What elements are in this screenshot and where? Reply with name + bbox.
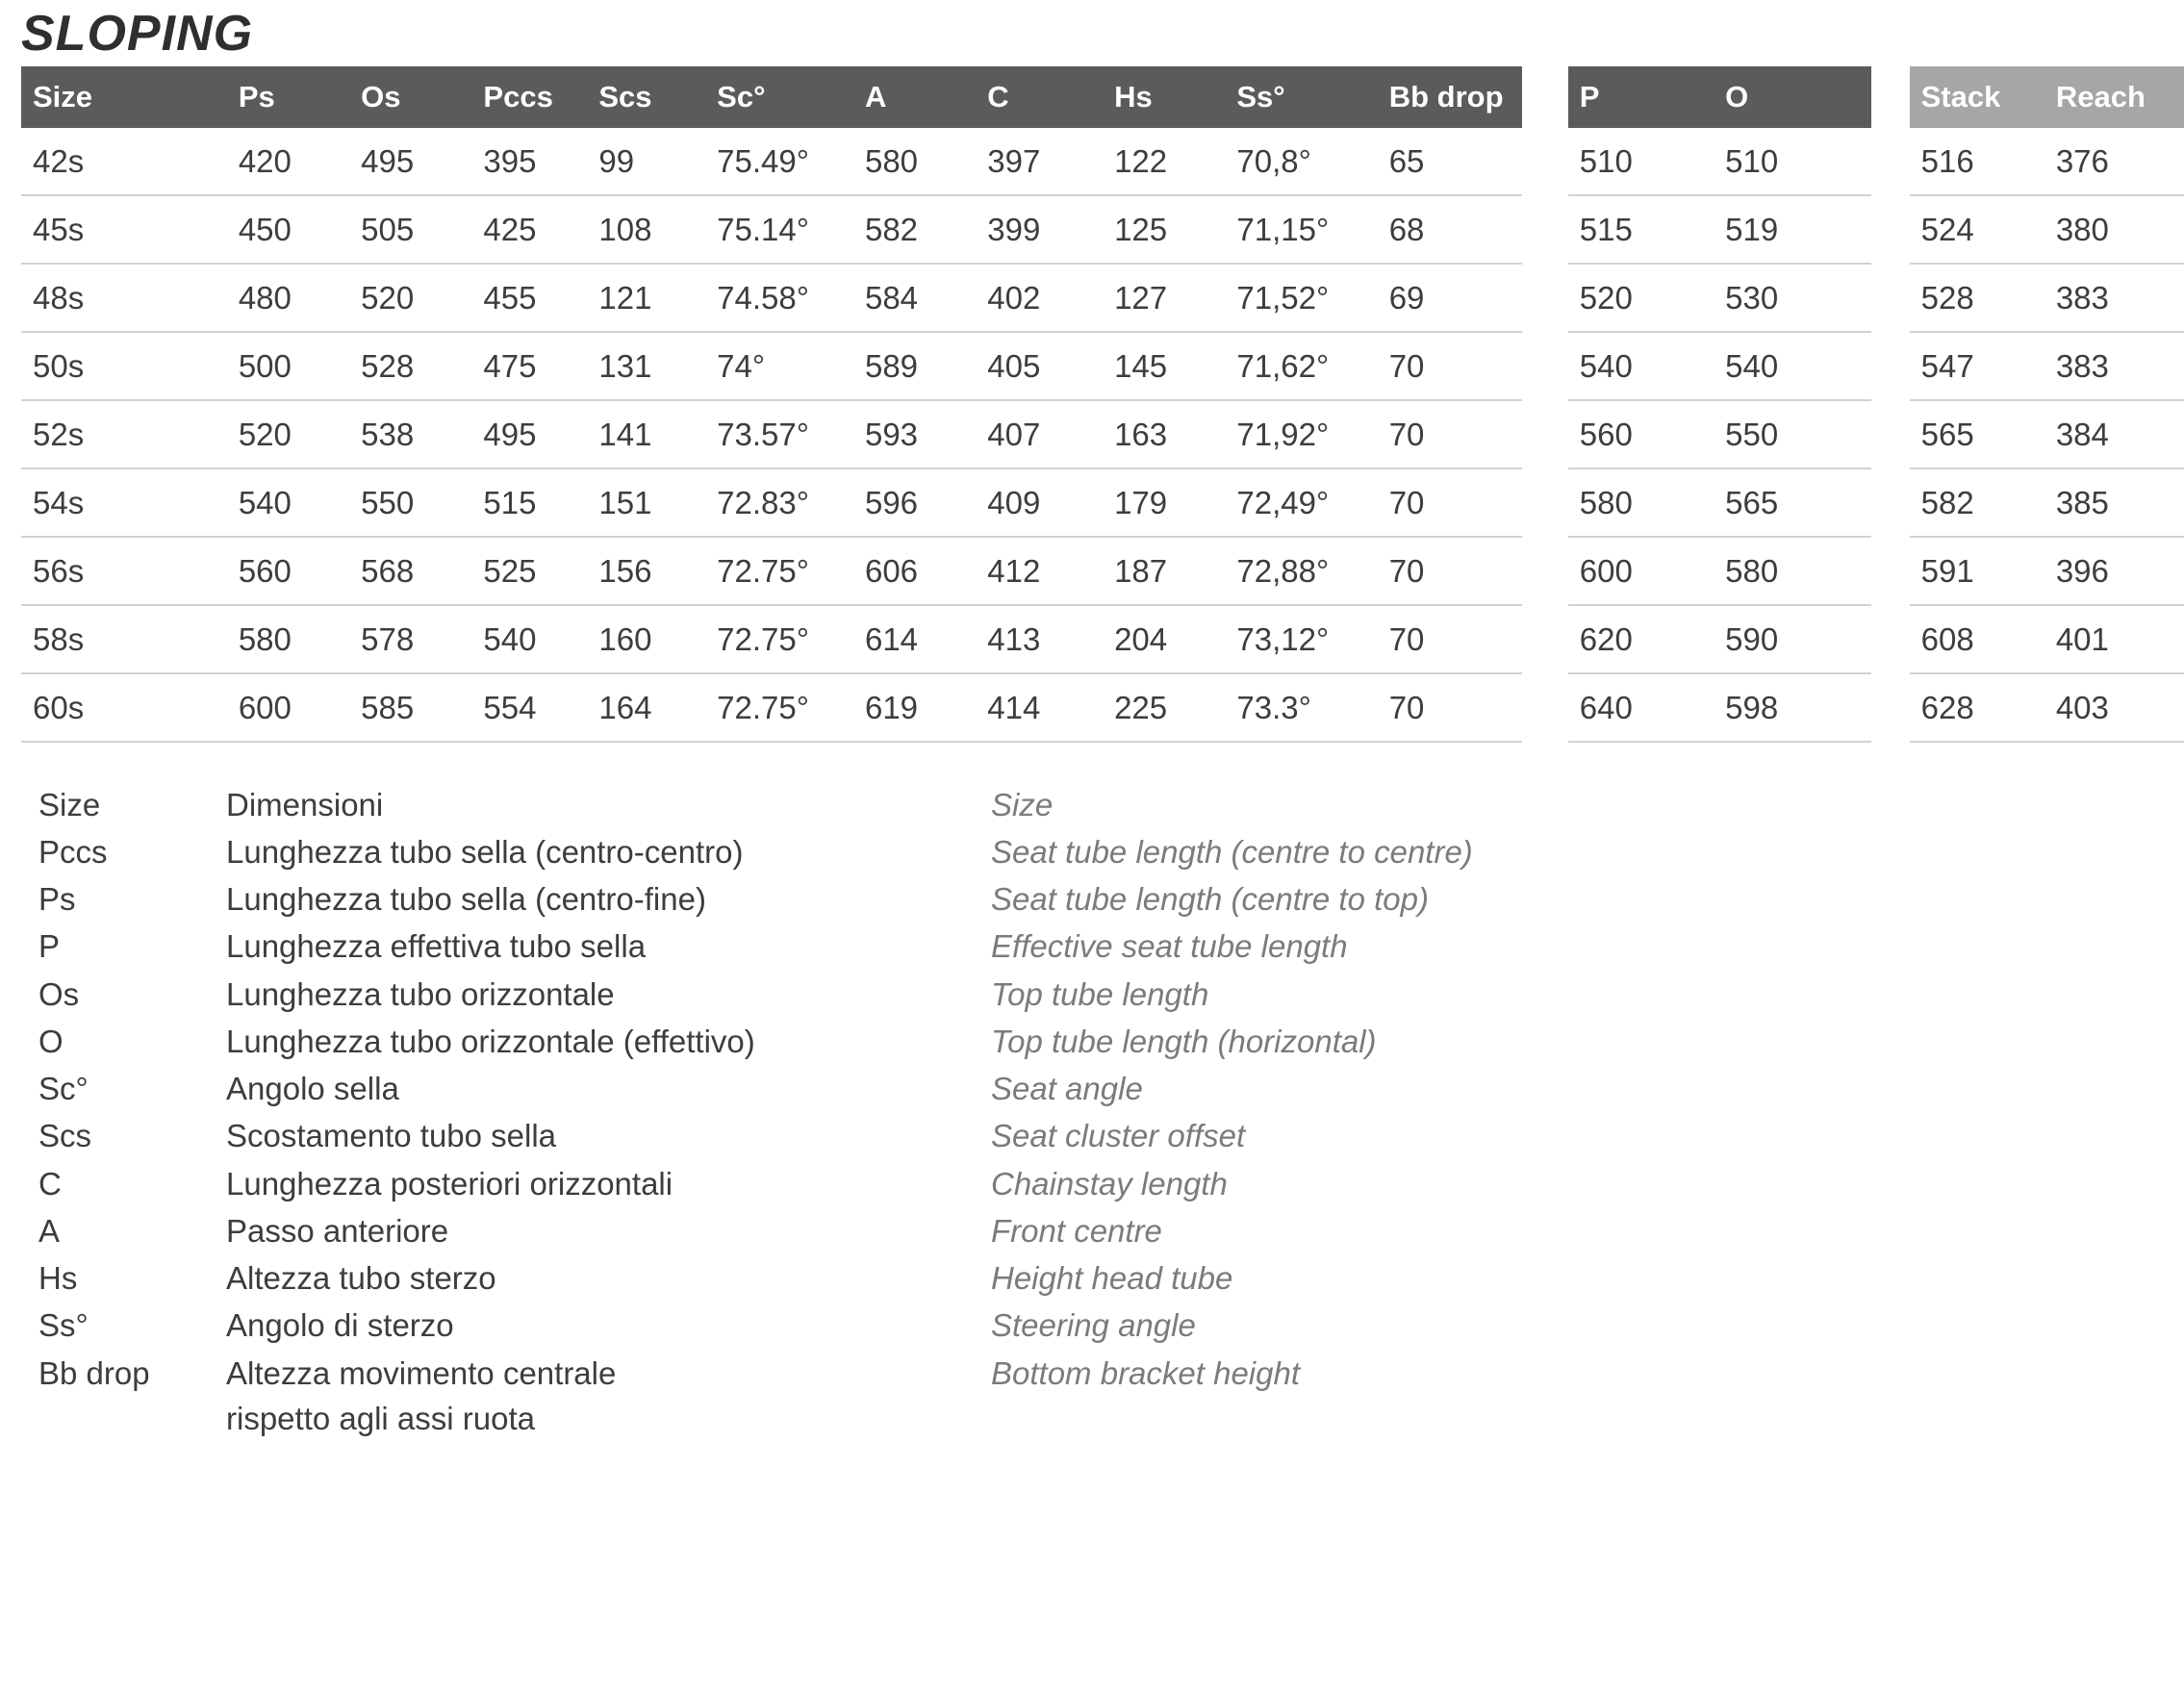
cell-o: 565 bbox=[1725, 468, 1870, 537]
cell-stack: 582 bbox=[1910, 468, 2056, 537]
cell-a: 596 bbox=[865, 468, 987, 537]
effective-dimensions-table bbox=[1568, 66, 1871, 743]
cell-o: 540 bbox=[1725, 332, 1870, 400]
cell-stack: 565 bbox=[1910, 400, 2056, 468]
legend-abbr: Ps bbox=[38, 881, 76, 918]
table-row bbox=[1568, 332, 1871, 400]
cell-o: 580 bbox=[1725, 537, 1870, 605]
cell-os: 585 bbox=[361, 673, 483, 742]
legend-label-it: Lunghezza tubo sella (centro-centro) bbox=[226, 833, 744, 870]
cell-ss-deg: 70,8° bbox=[1236, 128, 1388, 195]
legend-abbr: Size bbox=[38, 786, 101, 822]
cell-p: 600 bbox=[1568, 537, 1725, 605]
legend-label-it: Altezza tubo sterzo bbox=[226, 1260, 496, 1297]
legend-abbr: P bbox=[38, 928, 61, 965]
column-header-sc-deg: Sc° bbox=[717, 66, 865, 128]
cell-pccs: 395 bbox=[483, 128, 598, 195]
column-header-bb-drop: Bb drop bbox=[1389, 66, 1522, 128]
table-row bbox=[1568, 537, 1871, 605]
cell-o: 519 bbox=[1725, 195, 1870, 264]
legend-item bbox=[38, 781, 991, 828]
cell-ps: 520 bbox=[239, 400, 361, 468]
legend-abbr: Bb drop bbox=[38, 1354, 150, 1391]
cell-stack: 516 bbox=[1910, 128, 2056, 195]
column-header-scs: Scs bbox=[598, 66, 717, 128]
table-row bbox=[1568, 673, 1871, 742]
table-row bbox=[1568, 264, 1871, 332]
cell-bb-drop: 70 bbox=[1389, 537, 1522, 605]
cell-sc-deg: 72.75° bbox=[717, 673, 865, 742]
cell-hs: 204 bbox=[1114, 605, 1236, 673]
cell-size: 58s bbox=[21, 605, 239, 673]
table-row bbox=[1568, 195, 1871, 264]
legend-label-en: Top tube length bbox=[991, 975, 1209, 1012]
cell-ss-deg: 72,49° bbox=[1236, 468, 1388, 537]
cell-c: 407 bbox=[987, 400, 1114, 468]
legend-item bbox=[38, 875, 991, 923]
legend-label-it: Lunghezza tubo orizzontale bbox=[226, 975, 615, 1012]
legend-label-en: Effective seat tube length bbox=[991, 928, 1348, 965]
cell-c: 412 bbox=[987, 537, 1114, 605]
cell-size: 54s bbox=[21, 468, 239, 537]
table-row bbox=[1910, 468, 2184, 537]
table-row bbox=[1910, 537, 2184, 605]
cell-pccs: 475 bbox=[483, 332, 598, 400]
cell-stack: 547 bbox=[1910, 332, 2056, 400]
legend-abbr: Scs bbox=[38, 1118, 92, 1154]
cell-reach: 380 bbox=[2056, 195, 2184, 264]
legend-label-it: Altezza movimento centrale bbox=[226, 1354, 617, 1391]
cell-hs: 163 bbox=[1114, 400, 1236, 468]
cell-stack: 608 bbox=[1910, 605, 2056, 673]
legend-abbr: A bbox=[38, 1212, 61, 1249]
cell-sc-deg: 75.14° bbox=[717, 195, 865, 264]
cell-c: 397 bbox=[987, 128, 1114, 195]
cell-reach: 401 bbox=[2056, 605, 2184, 673]
cell-sc-deg: 72.83° bbox=[717, 468, 865, 537]
cell-size: 48s bbox=[21, 264, 239, 332]
cell-o: 550 bbox=[1725, 400, 1870, 468]
legend-label-en: Size bbox=[991, 786, 1054, 822]
geometry-tables bbox=[0, 66, 2184, 743]
cell-a: 614 bbox=[865, 605, 987, 673]
cell-a: 589 bbox=[865, 332, 987, 400]
cell-size: 60s bbox=[21, 673, 239, 742]
cell-p: 560 bbox=[1568, 400, 1725, 468]
cell-o: 510 bbox=[1725, 128, 1870, 195]
cell-size: 50s bbox=[21, 332, 239, 400]
cell-reach: 383 bbox=[2056, 332, 2184, 400]
cell-os: 568 bbox=[361, 537, 483, 605]
cell-p: 640 bbox=[1568, 673, 1725, 742]
cell-stack: 524 bbox=[1910, 195, 2056, 264]
cell-hs: 127 bbox=[1114, 264, 1236, 332]
legend-label-en: Seat cluster offset bbox=[991, 1118, 1246, 1154]
legend-abbr: Ss° bbox=[38, 1307, 89, 1344]
cell-c: 399 bbox=[987, 195, 1114, 264]
cell-a: 593 bbox=[865, 400, 987, 468]
legend-item bbox=[38, 923, 991, 970]
cell-ss-deg: 73,12° bbox=[1236, 605, 1388, 673]
cell-sc-deg: 75.49° bbox=[717, 128, 865, 195]
column-header-ps: Ps bbox=[239, 66, 361, 128]
cell-scs: 164 bbox=[598, 673, 717, 742]
cell-scs: 156 bbox=[598, 537, 717, 605]
column-header-reach: Reach bbox=[2056, 66, 2184, 128]
legend-label-en: Steering angle bbox=[991, 1307, 1196, 1344]
cell-a: 582 bbox=[865, 195, 987, 264]
cell-reach: 396 bbox=[2056, 537, 2184, 605]
cell-pccs: 525 bbox=[483, 537, 598, 605]
legend-label-it: Lunghezza tubo orizzontale (effettivo) bbox=[226, 1023, 755, 1059]
table-row bbox=[1568, 400, 1871, 468]
cell-os: 550 bbox=[361, 468, 483, 537]
cell-hs: 122 bbox=[1114, 128, 1236, 195]
cell-size: 52s bbox=[21, 400, 239, 468]
legend-abbr: Pccs bbox=[38, 833, 108, 870]
cell-p: 510 bbox=[1568, 128, 1725, 195]
table-row bbox=[1910, 673, 2184, 742]
table-row bbox=[21, 537, 1522, 605]
legend-label-it: Dimensioni bbox=[226, 786, 384, 822]
legend-abbr: O bbox=[38, 1023, 63, 1059]
cell-p: 520 bbox=[1568, 264, 1725, 332]
cell-sc-deg: 74° bbox=[717, 332, 865, 400]
cell-ps: 480 bbox=[239, 264, 361, 332]
cell-os: 578 bbox=[361, 605, 483, 673]
legend-item bbox=[38, 828, 991, 875]
column-header-c: C bbox=[987, 66, 1114, 128]
legend-abbr: Sc° bbox=[38, 1071, 89, 1107]
cell-sc-deg: 72.75° bbox=[717, 605, 865, 673]
table-row bbox=[1910, 264, 2184, 332]
cell-a: 580 bbox=[865, 128, 987, 195]
cell-a: 619 bbox=[865, 673, 987, 742]
cell-hs: 187 bbox=[1114, 537, 1236, 605]
table-row bbox=[21, 400, 1522, 468]
cell-ps: 420 bbox=[239, 128, 361, 195]
cell-os: 495 bbox=[361, 128, 483, 195]
table-row bbox=[1910, 400, 2184, 468]
table-row bbox=[21, 264, 1522, 332]
table-header-row bbox=[21, 66, 1522, 128]
cell-scs: 160 bbox=[598, 605, 717, 673]
cell-hs: 145 bbox=[1114, 332, 1236, 400]
table-row bbox=[21, 128, 1522, 195]
cell-os: 528 bbox=[361, 332, 483, 400]
cell-bb-drop: 70 bbox=[1389, 400, 1522, 468]
cell-o: 530 bbox=[1725, 264, 1870, 332]
cell-p: 620 bbox=[1568, 605, 1725, 673]
table-row bbox=[21, 332, 1522, 400]
cell-bb-drop: 70 bbox=[1389, 468, 1522, 537]
legend bbox=[0, 743, 2184, 1439]
legend-english-column bbox=[991, 781, 2049, 1439]
legend-item bbox=[38, 1160, 991, 1207]
legend-label-it: Angolo sella bbox=[226, 1071, 399, 1107]
cell-bb-drop: 70 bbox=[1389, 332, 1522, 400]
legend-abbr: Os bbox=[38, 975, 80, 1012]
legend-label-it: Angolo di sterzo bbox=[226, 1307, 454, 1344]
column-header-ss-deg: Ss° bbox=[1236, 66, 1388, 128]
table-row bbox=[1568, 128, 1871, 195]
legend-italian-column bbox=[38, 781, 991, 1439]
legend-label-en: Seat angle bbox=[991, 1071, 1143, 1107]
legend-item bbox=[38, 1065, 991, 1112]
legend-item bbox=[38, 971, 991, 1018]
cell-scs: 151 bbox=[598, 468, 717, 537]
cell-c: 413 bbox=[987, 605, 1114, 673]
cell-ss-deg: 71,62° bbox=[1236, 332, 1388, 400]
legend-label-en: Bottom bracket height bbox=[991, 1354, 1301, 1391]
cell-p: 515 bbox=[1568, 195, 1725, 264]
cell-scs: 99 bbox=[598, 128, 717, 195]
cell-sc-deg: 74.58° bbox=[717, 264, 865, 332]
cell-sc-deg: 73.57° bbox=[717, 400, 865, 468]
cell-hs: 225 bbox=[1114, 673, 1236, 742]
column-header-pccs: Pccs bbox=[483, 66, 598, 128]
cell-stack: 591 bbox=[1910, 537, 2056, 605]
cell-hs: 125 bbox=[1114, 195, 1236, 264]
legend-item bbox=[38, 1254, 991, 1302]
cell-ps: 560 bbox=[239, 537, 361, 605]
cell-c: 402 bbox=[987, 264, 1114, 332]
cell-bb-drop: 65 bbox=[1389, 128, 1522, 195]
legend-item bbox=[38, 1350, 991, 1397]
cell-o: 590 bbox=[1725, 605, 1870, 673]
cell-c: 409 bbox=[987, 468, 1114, 537]
cell-a: 606 bbox=[865, 537, 987, 605]
cell-os: 538 bbox=[361, 400, 483, 468]
legend-abbr: C bbox=[38, 1165, 62, 1202]
cell-ps: 600 bbox=[239, 673, 361, 742]
cell-scs: 141 bbox=[598, 400, 717, 468]
cell-ps: 540 bbox=[239, 468, 361, 537]
cell-ss-deg: 73.3° bbox=[1236, 673, 1388, 742]
table-row bbox=[1568, 468, 1871, 537]
column-header-p: P bbox=[1568, 66, 1725, 128]
cell-bb-drop: 70 bbox=[1389, 605, 1522, 673]
cell-p: 580 bbox=[1568, 468, 1725, 537]
column-header-o: O bbox=[1725, 66, 1870, 128]
cell-size: 42s bbox=[21, 128, 239, 195]
cell-os: 505 bbox=[361, 195, 483, 264]
legend-label-it: Scostamento tubo sella bbox=[226, 1118, 557, 1154]
legend-label-it: Lunghezza posteriori orizzontali bbox=[226, 1165, 673, 1202]
table-row bbox=[1568, 605, 1871, 673]
legend-label-en: Seat tube length (centre to centre) bbox=[991, 833, 1473, 870]
table-row bbox=[1910, 605, 2184, 673]
table-row bbox=[1910, 195, 2184, 264]
stack-reach-table bbox=[1910, 66, 2184, 743]
legend-abbr: Hs bbox=[38, 1260, 78, 1297]
cell-pccs: 554 bbox=[483, 673, 598, 742]
column-header-size: Size bbox=[21, 66, 239, 128]
cell-reach: 384 bbox=[2056, 400, 2184, 468]
cell-p: 540 bbox=[1568, 332, 1725, 400]
cell-pccs: 455 bbox=[483, 264, 598, 332]
cell-o: 598 bbox=[1725, 673, 1870, 742]
column-header-hs: Hs bbox=[1114, 66, 1236, 128]
column-header-a: A bbox=[865, 66, 987, 128]
cell-os: 520 bbox=[361, 264, 483, 332]
legend-item bbox=[38, 1018, 991, 1065]
cell-pccs: 540 bbox=[483, 605, 598, 673]
legend-item bbox=[38, 1302, 991, 1349]
cell-stack: 528 bbox=[1910, 264, 2056, 332]
column-header-stack: Stack bbox=[1910, 66, 2056, 128]
cell-reach: 376 bbox=[2056, 128, 2184, 195]
cell-reach: 385 bbox=[2056, 468, 2184, 537]
cell-ss-deg: 71,15° bbox=[1236, 195, 1388, 264]
page-title: SLOPING bbox=[21, 6, 254, 62]
cell-bb-drop: 69 bbox=[1389, 264, 1522, 332]
cell-pccs: 515 bbox=[483, 468, 598, 537]
cell-bb-drop: 68 bbox=[1389, 195, 1522, 264]
cell-ps: 450 bbox=[239, 195, 361, 264]
table-row bbox=[21, 605, 1522, 673]
cell-c: 405 bbox=[987, 332, 1114, 400]
cell-c: 414 bbox=[987, 673, 1114, 742]
legend-label-it: Lunghezza tubo sella (centro-fine) bbox=[226, 881, 706, 918]
cell-hs: 179 bbox=[1114, 468, 1236, 537]
legend-item bbox=[38, 1207, 991, 1254]
cell-reach: 403 bbox=[2056, 673, 2184, 742]
cell-size: 45s bbox=[21, 195, 239, 264]
cell-reach: 383 bbox=[2056, 264, 2184, 332]
main-geometry-table bbox=[21, 66, 1522, 743]
cell-size: 56s bbox=[21, 537, 239, 605]
legend-label-it-continuation: rispetto agli assi ruota bbox=[226, 1400, 535, 1436]
legend-label-it: Lunghezza effettiva tubo sella bbox=[226, 928, 647, 965]
table-header-row bbox=[1910, 66, 2184, 128]
cell-ss-deg: 71,92° bbox=[1236, 400, 1388, 468]
cell-scs: 131 bbox=[598, 332, 717, 400]
table-header-row bbox=[1568, 66, 1871, 128]
cell-stack: 628 bbox=[1910, 673, 2056, 742]
table-row bbox=[21, 195, 1522, 264]
column-header-os: Os bbox=[361, 66, 483, 128]
legend-label-it: Passo anteriore bbox=[226, 1212, 449, 1249]
table-row bbox=[1910, 332, 2184, 400]
cell-ps: 500 bbox=[239, 332, 361, 400]
cell-sc-deg: 72.75° bbox=[717, 537, 865, 605]
cell-scs: 121 bbox=[598, 264, 717, 332]
cell-ps: 580 bbox=[239, 605, 361, 673]
legend-label-en: Chainstay length bbox=[991, 1165, 1228, 1202]
legend-label-en: Height head tube bbox=[991, 1260, 1233, 1297]
cell-pccs: 425 bbox=[483, 195, 598, 264]
cell-ss-deg: 71,52° bbox=[1236, 264, 1388, 332]
legend-label-en: Top tube length (horizontal) bbox=[991, 1023, 1377, 1059]
legend-item bbox=[38, 1112, 991, 1159]
cell-ss-deg: 72,88° bbox=[1236, 537, 1388, 605]
cell-pccs: 495 bbox=[483, 400, 598, 468]
table-row bbox=[21, 468, 1522, 537]
cell-bb-drop: 70 bbox=[1389, 673, 1522, 742]
table-row bbox=[21, 673, 1522, 742]
table-row bbox=[1910, 128, 2184, 195]
cell-scs: 108 bbox=[598, 195, 717, 264]
legend-label-en: Front centre bbox=[991, 1212, 1162, 1249]
cell-a: 584 bbox=[865, 264, 987, 332]
legend-label-en: Seat tube length (centre to top) bbox=[991, 881, 1429, 918]
